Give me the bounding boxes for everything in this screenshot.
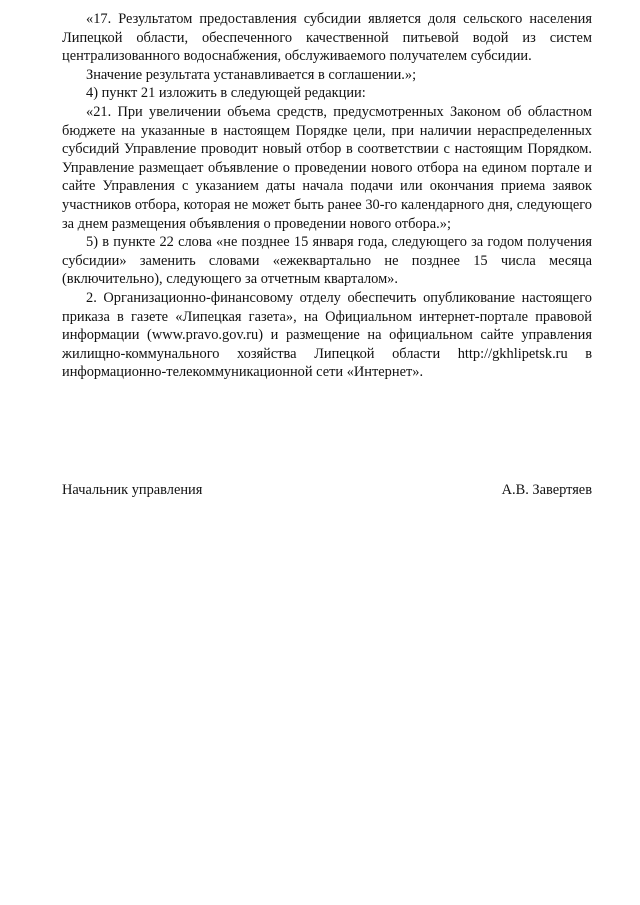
paragraph-item-5: 5) в пункте 22 слова «не позднее 15 января года, следующего за годом получения субсидии» заменить словами «ежеквартально не позднее 15 числа месяца (включительно), следующего за отчетным кварталом». [62,234,592,288]
paragraph-item-4: 4) пункт 21 изложить в следующей редакции: [86,85,366,102]
signature-block [62,481,592,500]
signatory-name: А.В. Завертяев [501,482,592,498]
paragraph-publication: 2. Организационно-финансовому отделу обеспечить опубликование настоящего приказа в газете «Липецкая газета», на Официальном интернет-портале правовой информации (www.pravo.gov.ru) и размещение на официальном сайте управления жилищно-коммунального хозяйства Липецкой области http://gkhlipetsk.ru в информационно-телекоммуникационной сети «Интернет». [62,289,592,381]
document-body [62,10,592,382]
paragraph-result-value: Значение результата устанавливается в соглашении.»; [86,66,417,83]
paragraph-17-result: «17. Результатом предоставления субсидии является доля сельского населения Липецкой области, обеспеченного качественной питьевой водой из систем централизованного водоснабжения, обслуживаемого получателем субсидии. [62,11,592,65]
paragraph-21-new-selection: «21. При увеличении объема средств, предусмотренных Законом об областном бюджете на указанные в настоящем Порядке цели, при наличии нераспределенных субсидий Управление проводит новый отбор в соответствии с настоящим Порядком. Управление размещает объявление о проведении нового отбора на едином портале и сайте Управления с указанием даты начала подачи или окончания приема заявок участников отбора, которая не может быть ранее 30-го календарного дня, следующего за днем размещения объявления о проведении нового отбора.»; [62,103,592,232]
signatory-position: Начальник управления [62,482,203,498]
